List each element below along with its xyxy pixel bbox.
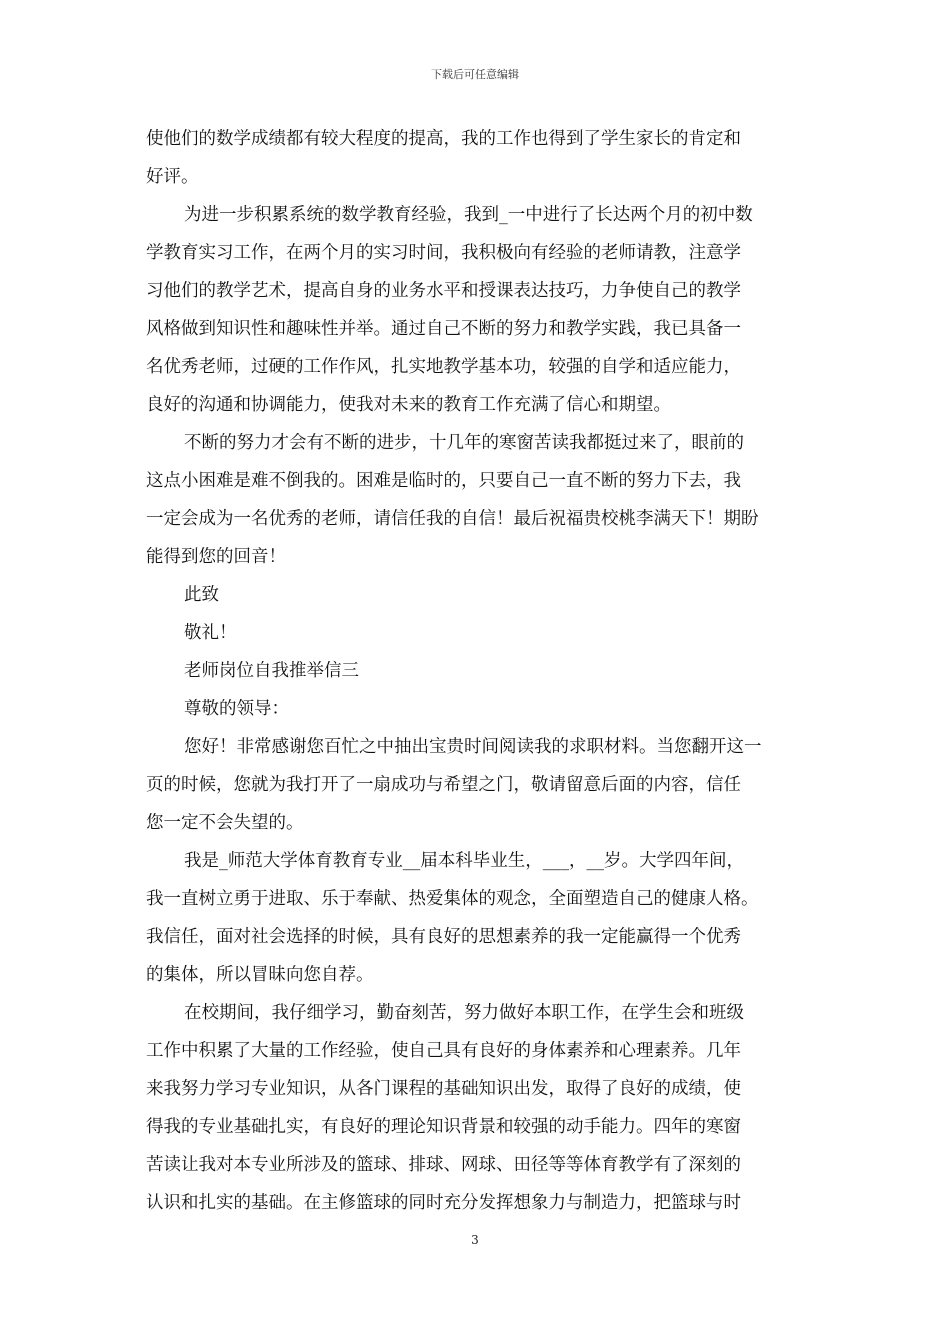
text-line: 习他们的教学艺术，提高自身的业务水平和授课表达技巧，力争使自己的教学 bbox=[146, 281, 741, 301]
text-line: 的集体，所以冒昧向您自荐。 bbox=[146, 965, 374, 985]
text-line: 好评。 bbox=[146, 167, 199, 187]
text-line: 此致 bbox=[184, 585, 219, 605]
text-line: 老师岗位自我推举信三 bbox=[184, 661, 359, 681]
text-line: 使他们的数学成绩都有较大程度的提高，我的工作也得到了学生家长的肯定和 bbox=[146, 129, 741, 149]
text-line: 学教育实习工作，在两个月的实习时间，我积极向有经验的老师请教，注意学 bbox=[146, 243, 741, 263]
text-line: 在校期间，我仔细学习，勤奋刻苦，努力做好本职工作，在学生会和班级 bbox=[184, 1003, 744, 1023]
text-line: 工作中积累了大量的工作经验，使自己具有良好的身体素养和心理素养。几年 bbox=[146, 1041, 741, 1061]
text-line: 我一直树立勇于进取、乐于奉献、热爱集体的观念，全面塑造自己的健康人格。 bbox=[146, 889, 759, 909]
text-line: 来我努力学习专业知识，从各门课程的基础知识出发，取得了良好的成绩，使 bbox=[146, 1079, 741, 1099]
text-line: 一定会成为一名优秀的老师，请信任我的自信！最后祝福贵校桃李满天下！期盼 bbox=[146, 509, 759, 529]
text-line: 您一定不会失望的。 bbox=[146, 813, 304, 833]
text-line: 认识和扎实的基础。在主修篮球的同时充分发挥想象力与制造力，把篮球与时 bbox=[146, 1193, 741, 1213]
text-line: 苦读让我对本专业所涉及的篮球、排球、网球、田径等等体育教学有了深刻的 bbox=[146, 1155, 741, 1175]
text-line: 页的时候，您就为我打开了一扇成功与希望之门，敬请留意后面的内容，信任 bbox=[146, 775, 741, 795]
page-header: 下载后可任意编辑 bbox=[431, 68, 519, 81]
text-line: 敬礼！ bbox=[184, 623, 237, 643]
text-line: 得我的专业基础扎实，有良好的理论知识背景和较强的动手能力。四年的寒窗 bbox=[146, 1117, 741, 1137]
text-line: 您好！非常感谢您百忙之中抽出宝贵时间阅读我的求职材料。当您翻开这一 bbox=[184, 737, 762, 757]
text-line: 风格做到知识性和趣味性并举。通过自己不断的努力和教学实践，我已具备一 bbox=[146, 319, 741, 339]
text-line: 能得到您的回音！ bbox=[146, 547, 286, 567]
text-line: 我信任，面对社会选择的时候，具有良好的思想素养的我一定能赢得一个优秀 bbox=[146, 927, 741, 947]
page-number: 3 bbox=[471, 1233, 479, 1247]
document-body bbox=[146, 120, 810, 1222]
text-line: 这点小困难是难不倒我的。困难是临时的，只要自己一直不断的努力下去，我 bbox=[146, 471, 741, 491]
text-line: 良好的沟通和协调能力，使我对未来的教育工作充满了信心和期望。 bbox=[146, 395, 671, 415]
text-line: 我是_师范大学体育教育专业__届本科毕业生，___，__岁。大学四年间， bbox=[184, 851, 744, 871]
text-line: 名优秀老师，过硬的工作作风，扎实地教学基本功，较强的自学和适应能力， bbox=[146, 357, 741, 377]
text-line: 尊敬的领导： bbox=[184, 699, 289, 719]
text-line: 为进一步积累系统的数学教育经验，我到_一中进行了长达两个月的初中数 bbox=[184, 205, 753, 225]
text-line: 不断的努力才会有不断的进步，十几年的寒窗苦读我都挺过来了，眼前的 bbox=[184, 433, 744, 453]
